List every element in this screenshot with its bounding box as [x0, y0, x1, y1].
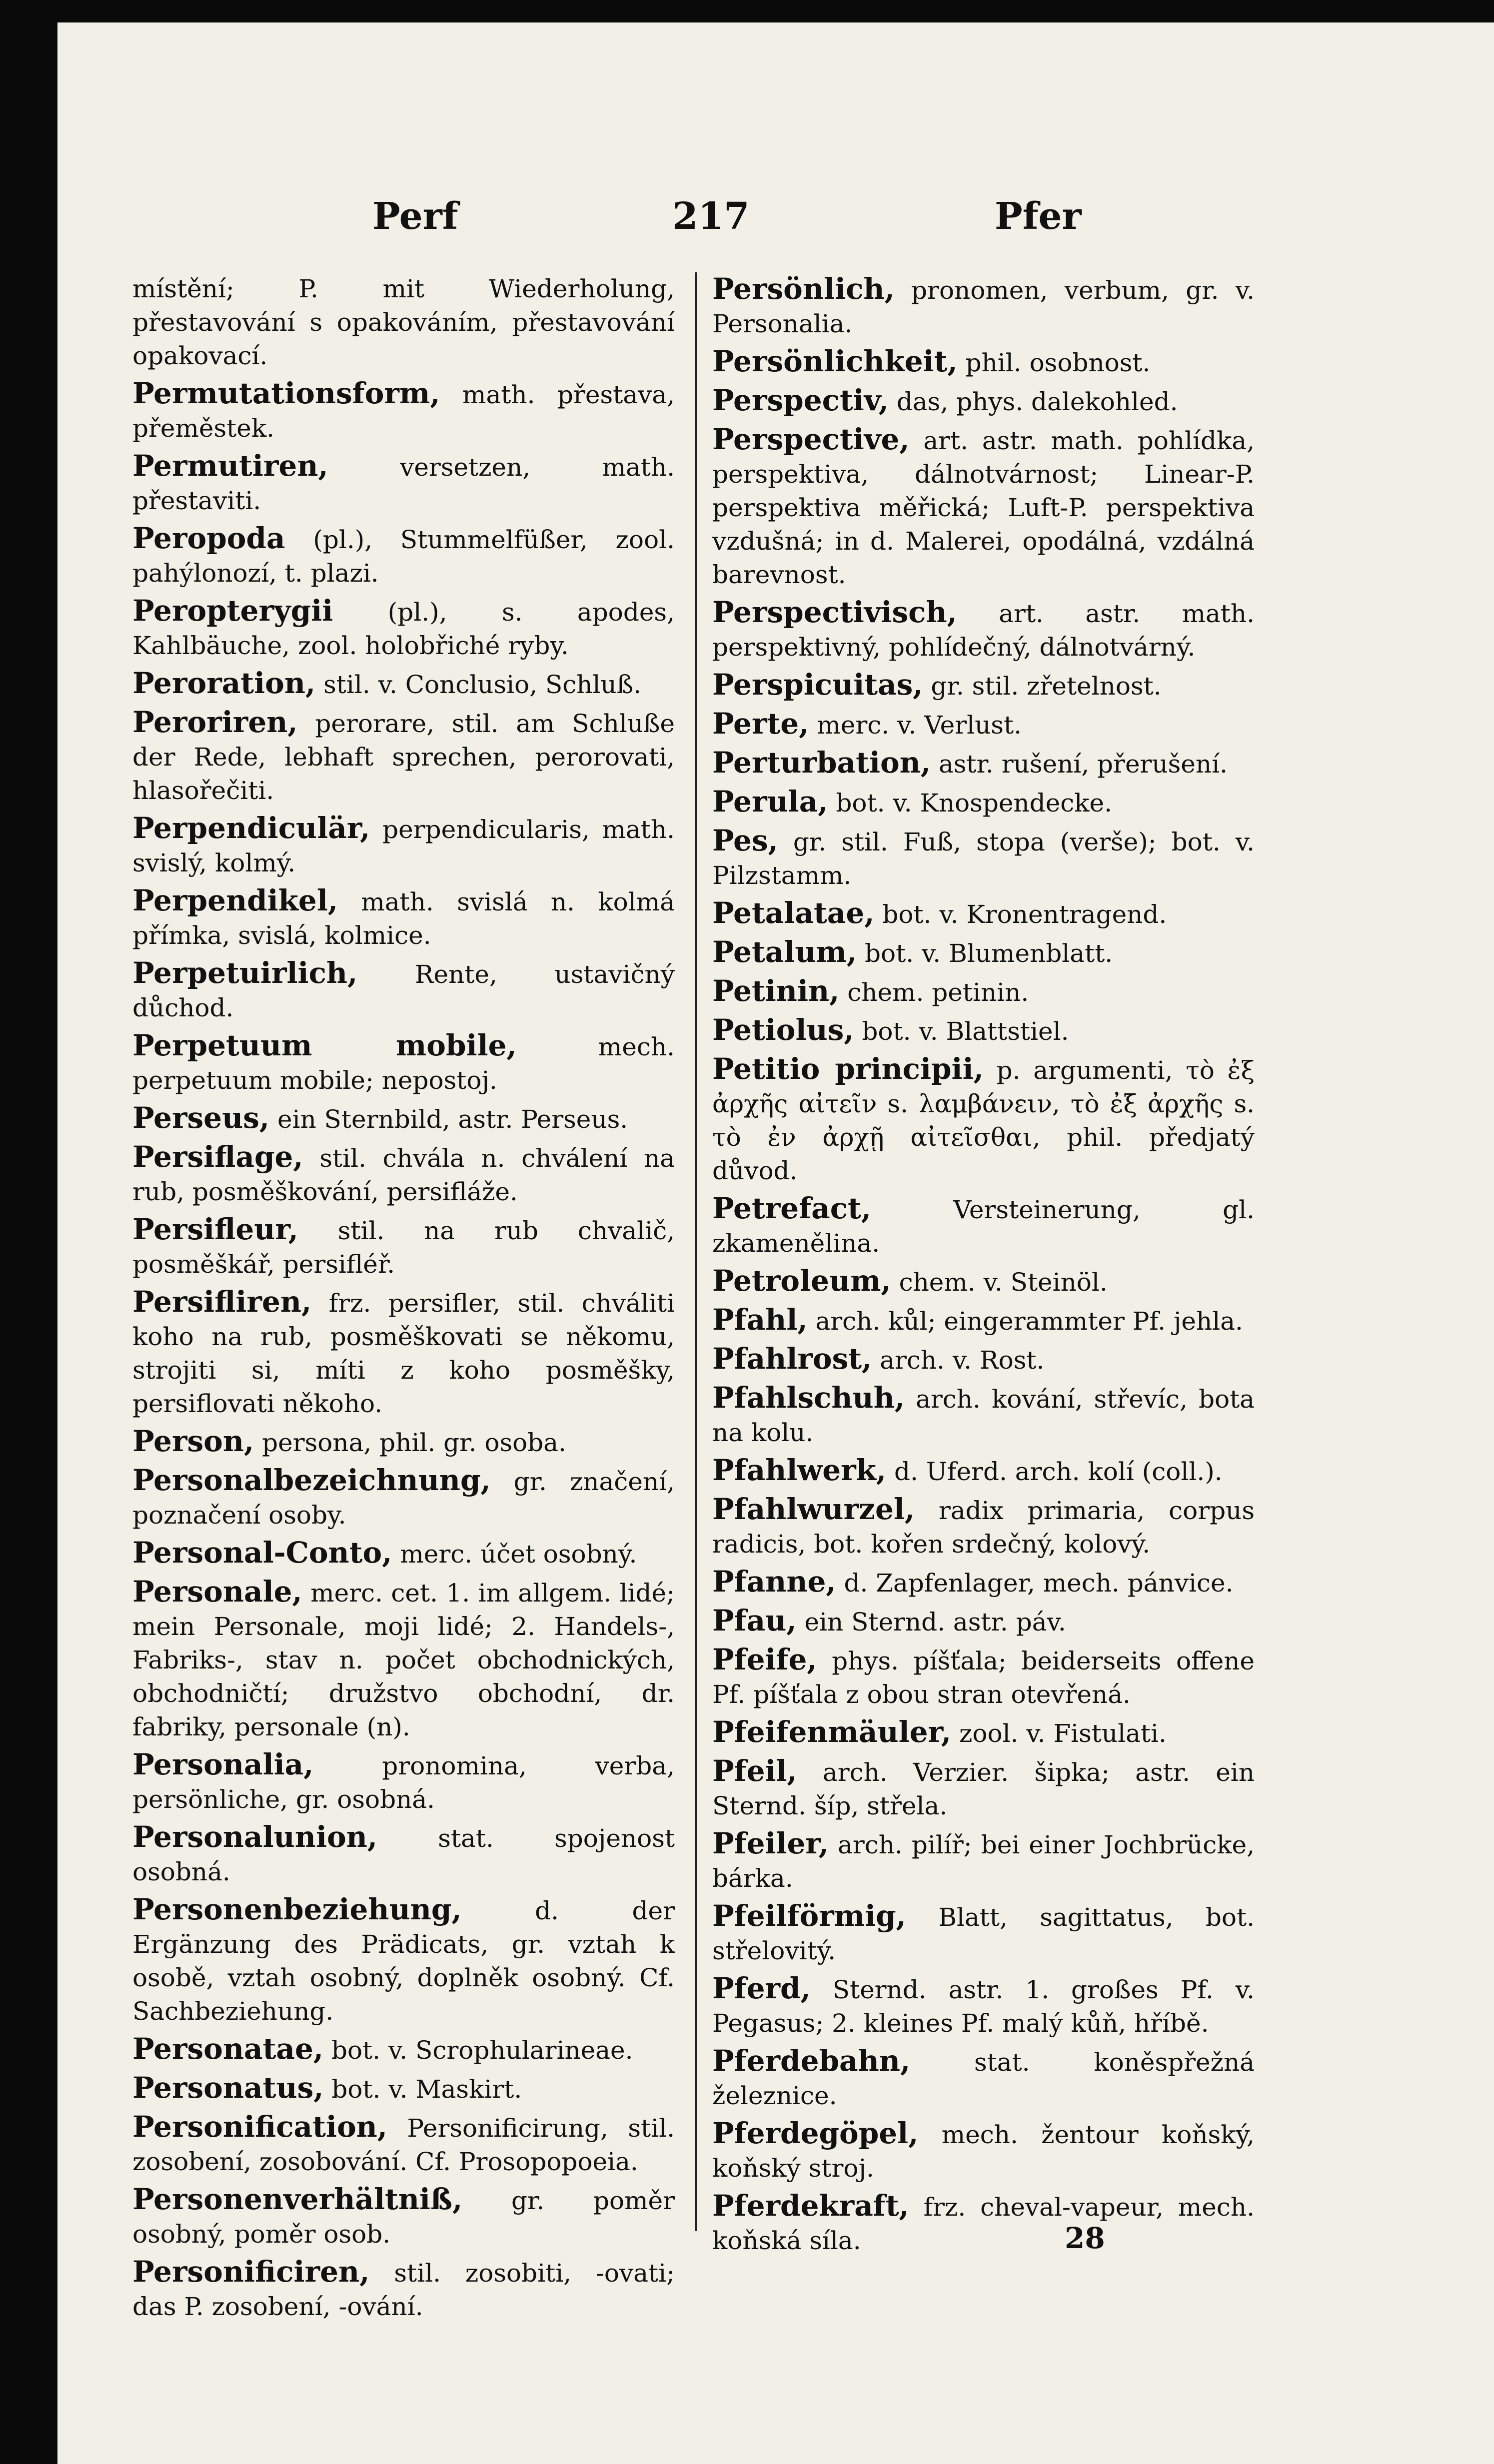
dictionary-entry	[712, 746, 1255, 781]
entry-definition: math. svislá n. kolmá přímka, svislá, kolmice.	[132, 887, 675, 950]
dictionary-entry	[712, 1827, 1255, 1895]
entry-definition: Sternd. astr. 1. großes Pf. v. Pegasus; 2. kleines Pf. malý kůň, hříbě.	[712, 1975, 1255, 2038]
dictionary-entry	[132, 1213, 675, 1281]
dictionary-entry	[132, 1029, 675, 1097]
entry-definition: astr. rušení, přerušení.	[938, 750, 1228, 779]
entry-headword: Pes,	[712, 823, 778, 857]
entry-definition: mech. žentour koňský, koňský stroj.	[712, 2120, 1255, 2183]
entry-headword: Pfanne,	[712, 1565, 836, 1599]
dictionary-entry	[712, 272, 1255, 341]
dictionary-entry	[132, 2255, 675, 2324]
entry-headword: Petroleum,	[712, 1264, 891, 1298]
entry-definition: d. der Ergänzung des Prädicats, gr. vztah k osobě, vztah osobný, doplněk osobný. Cf. Sachbeziehung.	[132, 1896, 675, 2026]
entry-definition: phys. píšťala; beiderseits offene Pf. píšťala z obou stran otevřená.	[712, 1646, 1255, 1709]
dictionary-entry	[712, 707, 1255, 742]
dictionary-entry	[712, 1342, 1255, 1377]
left-column	[132, 272, 675, 2321]
entry-definition: chem. petinin.	[847, 978, 1029, 1007]
right-column	[712, 272, 1255, 2255]
dictionary-page	[57, 22, 1494, 2464]
dictionary-entry	[132, 1285, 675, 1421]
dictionary-entry	[712, 1493, 1255, 1561]
dictionary-entry	[132, 1893, 675, 2028]
dictionary-entry	[132, 594, 675, 663]
dictionary-entry	[132, 1140, 675, 1209]
dictionary-entry	[132, 1575, 675, 1744]
dictionary-entry	[712, 1454, 1255, 1489]
entry-headword: Perspectiv,	[712, 383, 889, 417]
entry-definition: das, phys. dalekohled.	[896, 387, 1178, 416]
dictionary-entry	[132, 1820, 675, 1889]
entry-definition: bot. v. Kronentragend.	[882, 900, 1167, 929]
entry-headword: Personal-Conto,	[132, 1536, 392, 1570]
entry-headword: Perpendiculär,	[132, 811, 370, 845]
entry-definition: stil. na rub chvalič, posměškář, persifléř.	[132, 1216, 675, 1279]
entry-definition: Personificirung, stil. zosobení, zosobování. Cf. Prosopopoeia.	[132, 2114, 675, 2176]
entry-headword: Personification,	[132, 2110, 387, 2144]
dictionary-entry	[712, 1899, 1255, 1968]
entry-headword: Pfau,	[712, 1604, 797, 1638]
entry-headword: Personenverhältniß,	[132, 2182, 463, 2216]
column-divider	[695, 272, 697, 2231]
entry-definition: bot. v. Knospendecke.	[836, 789, 1112, 818]
entry-headword: Perspicuitas,	[712, 668, 923, 702]
entry-definition: perorare, stil. am Schluße der Rede, lebhaft sprechen, perorovati, hlasořečiti.	[132, 709, 675, 805]
entry-headword: Persifliren,	[132, 1285, 312, 1319]
running-header	[57, 195, 1494, 250]
dictionary-entry	[712, 2117, 1255, 2185]
entry-headword: Personalia,	[132, 1747, 314, 1781]
dictionary-entry	[712, 896, 1255, 931]
entry-headword: Peropoda	[132, 521, 285, 555]
dictionary-entry	[712, 2189, 1255, 2258]
header-right-guideword: Pfer	[995, 195, 1082, 238]
dictionary-entry	[132, 956, 675, 1025]
dictionary-entry	[132, 2183, 675, 2251]
entry-definition: merc. účet osobný.	[400, 1540, 637, 1569]
entry-headword: Persönlichkeit,	[712, 344, 958, 378]
entry-headword: Petalatae,	[712, 896, 875, 930]
entry-headword: Permutationsform,	[132, 376, 440, 410]
entry-definition: art. astr. math. perspektivný, pohlídečný, dálnotvárný.	[712, 599, 1255, 662]
entry-headword: Perspective,	[712, 422, 910, 456]
entry-definition: frz. persifler, stil. chváliti koho na rub, posměškovati se někomu, strojiti si, míti z koho posměšky, persiflovati někoho.	[132, 1289, 675, 1418]
entry-definition: zool. v. Fistulati.	[959, 1719, 1167, 1748]
dictionary-entry	[712, 1381, 1255, 1450]
entry-definition: art. astr. math. pohlídka, perspektiva, dálnotvárnost; Linear-P. perspektiva měřická; Luft-P. perspektiva vzdušná; in d. Malerei, opodálná, vzdálná barevnost.	[712, 426, 1255, 589]
dictionary-entry	[132, 2071, 675, 2106]
dictionary-entry	[712, 384, 1255, 419]
dictionary-entry	[712, 1972, 1255, 2040]
dictionary-entry	[132, 449, 675, 518]
entry-definition: arch. kování, střevíc, bota na kolu.	[712, 1385, 1255, 1447]
dictionary-entry	[712, 1192, 1255, 1260]
entry-definition: stat. koněspřežná železnice.	[712, 2048, 1255, 2110]
dictionary-entry	[132, 272, 675, 373]
entry-definition: chem. v. Steinöl.	[899, 1268, 1108, 1297]
entry-headword: Personale,	[132, 1575, 302, 1609]
entry-headword: Pferd,	[712, 1971, 811, 2005]
entry-headword: Perspectivisch,	[712, 595, 957, 629]
dictionary-entry	[712, 423, 1255, 592]
dictionary-entry	[712, 345, 1255, 380]
entry-definition: d. Uferd. arch. kolí (coll.).	[894, 1457, 1223, 1486]
dictionary-entry	[132, 2032, 675, 2067]
entry-definition: Blatt, sagittatus, bot. střelovitý.	[712, 1903, 1255, 1965]
entry-headword: Petitio principii,	[712, 1052, 984, 1086]
dictionary-entry	[712, 1303, 1255, 1338]
entry-headword: Pfeifenmäuler,	[712, 1715, 952, 1749]
entry-headword: Perula,	[712, 785, 828, 819]
entry-definition: radix primaria, corpus radicis, bot. kořen srdečný, kolový.	[712, 1496, 1255, 1559]
entry-definition: frz. cheval-vapeur, mech. koňská síla.	[712, 2193, 1255, 2255]
entry-definition: bot. v. Maskirt.	[331, 2075, 522, 2104]
dictionary-entry	[712, 824, 1255, 892]
dictionary-entry	[712, 1013, 1255, 1048]
entry-headword: Peropterygii	[132, 594, 333, 628]
dictionary-entry	[712, 1643, 1255, 1711]
entry-headword: Pfeiler,	[712, 1826, 829, 1860]
dictionary-entry	[712, 935, 1255, 970]
entry-definition: persona, phil. gr. osoba.	[262, 1428, 566, 1457]
entry-definition: pronomen, verbum, gr. v. Personalia.	[712, 276, 1255, 338]
entry-headword: Perpendikel,	[132, 883, 338, 917]
entry-headword: Perpetuirlich,	[132, 956, 358, 990]
dictionary-entry	[132, 812, 675, 880]
entry-headword: Personatae,	[132, 2032, 324, 2066]
dictionary-entry	[712, 1604, 1255, 1639]
entry-definition: (pl.), Stummelfüßer, zool. pahýlonozí, t. plazi.	[132, 525, 675, 588]
dictionary-entry	[712, 974, 1255, 1009]
entry-headword: Persifleur,	[132, 1212, 298, 1246]
signature-mark: 28	[1065, 2221, 1105, 2255]
entry-headword: Pfahl,	[712, 1303, 808, 1337]
entry-headword: Perseus,	[132, 1101, 270, 1135]
entry-definition: stat. spojenost osobná.	[132, 1824, 675, 1886]
entry-headword: Personalbezeichnung,	[132, 1463, 491, 1497]
entry-headword: Perturbation,	[712, 746, 931, 780]
entry-definition: d. Zapfenlager, mech. pánvice.	[844, 1569, 1234, 1598]
entry-definition: (pl.), s. apodes, Kahlbäuche, zool. holobřiché ryby.	[132, 598, 675, 660]
entry-definition: Versteinerung, gl. zkamenělina.	[712, 1195, 1255, 1258]
entry-definition: gr. značení, poznačení osoby.	[132, 1467, 675, 1530]
entry-definition: pronomina, verba, persönliche, gr. osobná.	[132, 1751, 675, 1814]
entry-definition: versetzen, math. přestaviti.	[132, 453, 675, 515]
entry-headword: Persönlich,	[712, 272, 895, 306]
dictionary-entry	[132, 884, 675, 952]
entry-definition: mech. perpetuum mobile; nepostoj.	[132, 1032, 675, 1095]
entry-headword: Personificiren,	[132, 2255, 370, 2289]
entry-definition: p. argumenti, τὸ ἐξ ἀρχῆς αἰτεῖν s. λαμβάνειν, τὸ ἐξ ἀρχῆς s. τὸ ἐν ἀρχῇ αἰτεῖσθαι, phil. předjatý důvod.	[712, 1056, 1255, 1185]
entry-definition: bot. v. Blumenblatt.	[865, 939, 1113, 968]
dictionary-entry	[132, 1425, 675, 1460]
entry-headword: Pferdekraft,	[712, 2189, 909, 2223]
dictionary-entry	[712, 1565, 1255, 1600]
entry-headword: Peroriren,	[132, 705, 298, 739]
entry-definition: Rente, ustavičný důchod.	[132, 960, 675, 1022]
entry-headword: Pferdegöpel,	[712, 2116, 919, 2150]
entry-definition: stil. v. Conclusio, Schluß.	[323, 670, 641, 699]
entry-definition: arch. pilíř; bei einer Jochbrücke, bárka.	[712, 1830, 1255, 1893]
entry-definition: arch. Verzier. šipka; astr. ein Sternd. šíp, střela.	[712, 1758, 1255, 1820]
entry-definition: stil. chvála n. chválení na rub, posměškování, persifláže.	[132, 1144, 675, 1206]
entry-headword: Peroration,	[132, 666, 316, 700]
entry-headword: Pferdebahn,	[712, 2044, 911, 2078]
dictionary-entry	[712, 596, 1255, 664]
entry-headword: Perpetuum mobile,	[132, 1028, 517, 1062]
dictionary-entry	[712, 668, 1255, 703]
entry-definition: stil. zosobiti, -ovati; das P. zosobení, -ování.	[132, 2259, 675, 2321]
entry-headword: Persiflage,	[132, 1140, 303, 1174]
header-left-guideword: Perf	[372, 195, 458, 238]
dictionary-entry	[712, 1052, 1255, 1188]
dictionary-entry	[132, 667, 675, 702]
entry-definition: gr. stil. zřetelnost.	[931, 672, 1162, 701]
dictionary-entry	[132, 706, 675, 808]
entry-definition: phil. osobnost.	[965, 348, 1151, 377]
entry-headword: Pfahlschuh,	[712, 1381, 905, 1415]
entry-headword: Pfeil,	[712, 1754, 797, 1788]
dictionary-entry	[712, 1715, 1255, 1750]
dictionary-entry	[132, 1464, 675, 1532]
entry-definition: ein Sternbild, astr. Perseus.	[277, 1105, 628, 1134]
entry-headword: Pfahlwerk,	[712, 1453, 887, 1487]
dictionary-entry	[712, 1264, 1255, 1299]
entry-definition: gr. stil. Fuß, stopa (verše); bot. v. Pilzstamm.	[712, 827, 1255, 890]
entry-headword: Petiolus,	[712, 1013, 854, 1047]
dictionary-entry	[132, 522, 675, 590]
dictionary-entry	[132, 2110, 675, 2179]
dictionary-entry	[712, 2044, 1255, 2113]
dictionary-entry	[132, 377, 675, 445]
dictionary-entry	[712, 1754, 1255, 1823]
entry-headword: Pfahlrost,	[712, 1342, 872, 1376]
entry-definition: bot. v. Scrophularineae.	[331, 2036, 633, 2065]
entry-definition: math. přestava, přeměstek.	[132, 380, 675, 443]
dictionary-entry	[132, 1536, 675, 1571]
entry-definition: perpendicularis, math. svislý, kolmý.	[132, 815, 675, 877]
dictionary-entry	[712, 785, 1255, 820]
entry-definition: merc. v. Verlust.	[817, 711, 1022, 740]
entry-headword: Petinin,	[712, 974, 840, 1008]
entry-definition: bot. v. Blattstiel.	[862, 1017, 1069, 1046]
entry-headword: Petalum,	[712, 935, 857, 969]
dictionary-entry	[132, 1101, 675, 1136]
entry-headword: Perte,	[712, 707, 809, 741]
dictionary-entry	[132, 1748, 675, 1816]
entry-headword: Personalunion,	[132, 1820, 378, 1854]
entry-definition: místění; P. mit Wiederholung, přestavování s opakováním, přestavování opakovací.	[132, 274, 675, 370]
entry-definition: arch. kůl; eingerammter Pf. jehla.	[815, 1307, 1243, 1336]
entry-headword: Pfahlwurzel,	[712, 1492, 915, 1526]
entry-definition: ein Sternd. astr. páv.	[804, 1608, 1066, 1637]
entry-definition: merc. cet. 1. im allgem. lidé; mein Personale, moji lidé; 2. Handels-, Fabriks-, stav n. počet obchodnických, obchodničtí; družstvo obchodní, dr. fabriky, personale (n).	[132, 1579, 675, 1741]
entry-headword: Petrefact,	[712, 1191, 872, 1225]
entry-headword: Person,	[132, 1424, 254, 1458]
entry-definition: arch. v. Rost.	[880, 1346, 1045, 1375]
entry-headword: Pfeilförmig,	[712, 1899, 906, 1933]
page-number: 217	[672, 195, 750, 238]
entry-definition: gr. poměr osobný, poměr osob.	[132, 2186, 675, 2249]
entry-headword: Personatus,	[132, 2071, 324, 2105]
entry-headword: Personenbeziehung,	[132, 1892, 462, 1926]
entry-headword: Pfeife,	[712, 1643, 817, 1676]
entry-headword: Permutiren,	[132, 449, 328, 483]
